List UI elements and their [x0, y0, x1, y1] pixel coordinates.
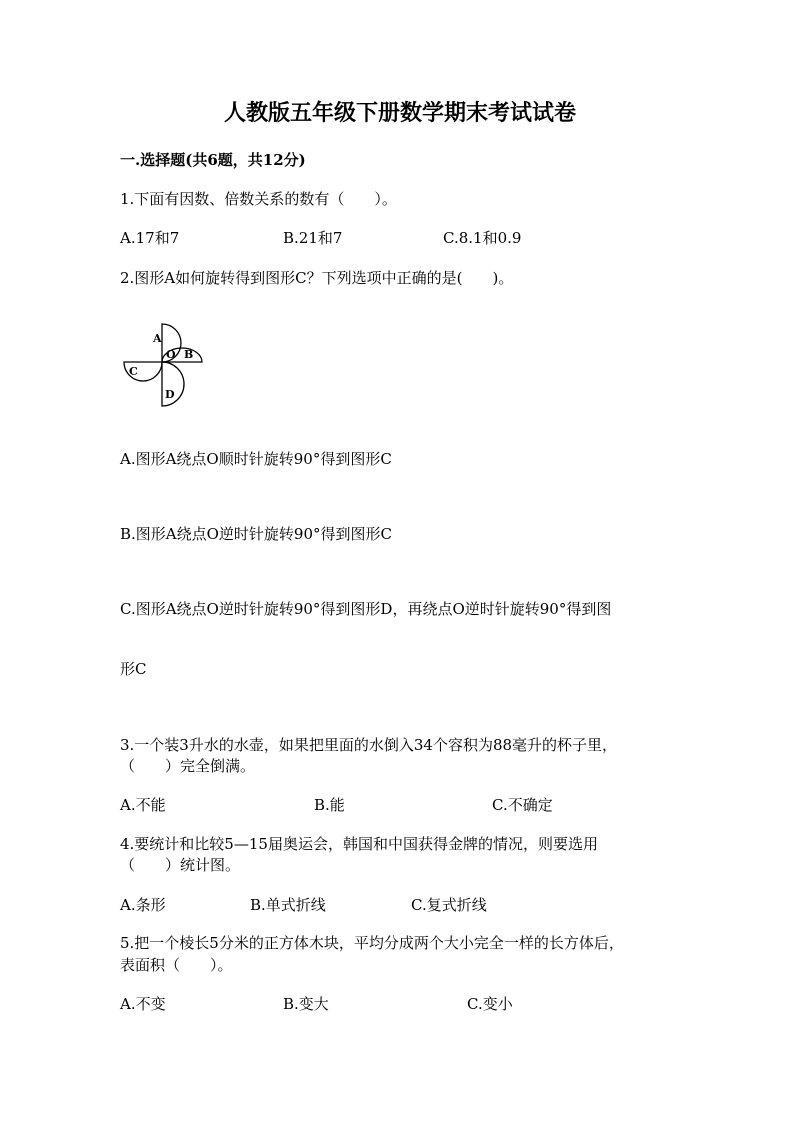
- question-1-option-c: C.8.1和0.9: [443, 229, 522, 247]
- question-2-option-c: C.图形A绕点O逆时针旋转90°得到图形D，再绕点O逆时针旋转90°得到图: [120, 600, 612, 618]
- question-2-option-c-continued: 形C: [120, 660, 147, 678]
- question-3-stem-line-2: （ ）完全倒满。: [120, 757, 256, 775]
- question-1-option-a: A.17和7: [120, 229, 180, 247]
- question-3-option-b: B.能: [314, 796, 345, 814]
- section-heading: 一.选择题(共6题，共12分): [120, 151, 306, 169]
- label-o: O: [166, 348, 176, 361]
- question-4-stem-line-2: （ ）统计图。: [120, 856, 241, 874]
- label-d: D: [165, 388, 175, 401]
- question-5-stem-line-2: 表面积（ ）。: [120, 956, 233, 974]
- question-4-option-b: B.单式折线: [250, 896, 326, 914]
- question-2-option-a: A.图形A绕点O顺时针旋转90°得到图形C: [120, 450, 392, 468]
- question-4-stem-line-1: 4.要统计和比较5—15届奥运会，韩国和中国获得金牌的情况，则要选用: [120, 835, 598, 853]
- page-title: 人教版五年级下册数学期末考试试卷: [223, 100, 576, 126]
- question-5-stem-line-1: 5.把一个棱长5分米的正方体木块，平均分成两个大小完全一样的长方体后，: [120, 934, 624, 952]
- question-4-option-a: A.条形: [120, 896, 166, 914]
- label-c: C: [129, 365, 138, 378]
- question-3-option-a: A.不能: [120, 796, 166, 814]
- label-b: B: [184, 348, 194, 361]
- question-3-option-c: C.不确定: [492, 796, 553, 814]
- label-a: A: [153, 332, 162, 345]
- rotation-figure: [118, 318, 210, 410]
- question-1-stem: 1.下面有因数、倍数关系的数有（ ）。: [120, 190, 397, 208]
- question-1-option-b: B.21和7: [283, 229, 343, 247]
- question-4-option-c: C.复式折线: [411, 896, 487, 914]
- question-5-option-b: B.变大: [283, 995, 329, 1013]
- question-3-stem-line-1: 3.一个装3升水的水壶，如果把里面的水倒入34个容积为88毫升的杯子里，: [120, 736, 618, 754]
- question-5-option-a: A.不变: [120, 995, 166, 1013]
- question-2-stem: 2.图形A如何旋转得到图形C？下列选项中正确的是( )。: [120, 269, 514, 287]
- question-2-option-b: B.图形A绕点O逆时针旋转90°得到图形C: [120, 525, 392, 543]
- question-5-option-c: C.变小: [467, 995, 513, 1013]
